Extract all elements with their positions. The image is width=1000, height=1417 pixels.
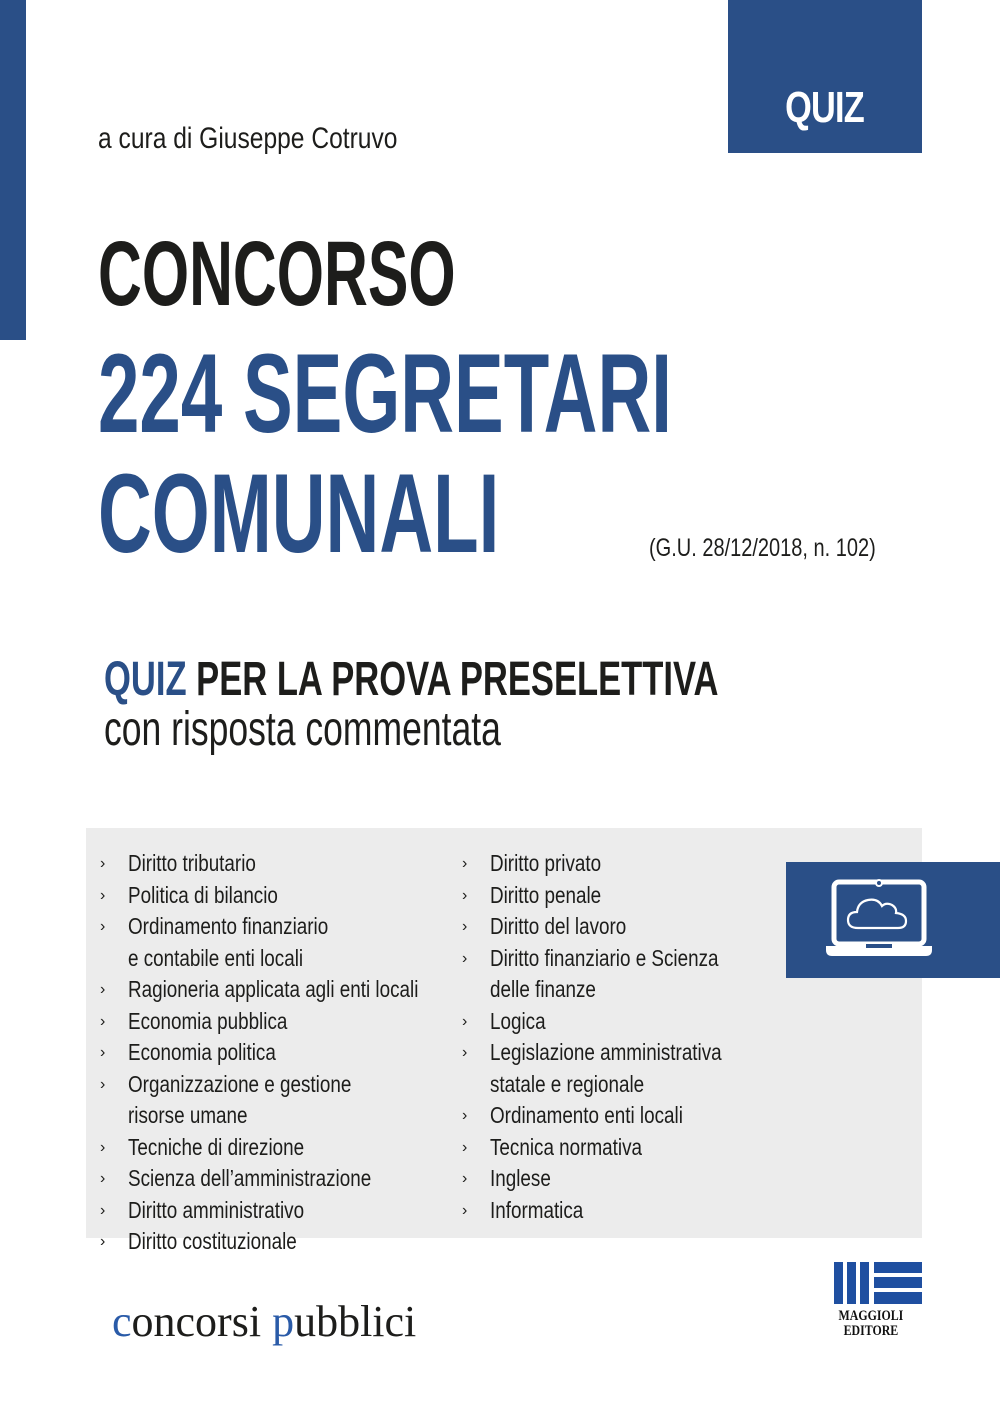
chevron-right-icon: › bbox=[462, 1170, 468, 1187]
topic-label: Tecniche di direzione bbox=[128, 1133, 305, 1160]
topic-list-item bbox=[100, 880, 482, 912]
topic-list-item bbox=[100, 1037, 482, 1069]
topic-list-item bbox=[100, 943, 482, 975]
topic-list-item bbox=[100, 1006, 482, 1038]
quiz-badge-label: QUIZ bbox=[785, 83, 865, 132]
topic-list-item bbox=[100, 848, 482, 880]
topic-list-item bbox=[100, 974, 482, 1006]
topic-list-item bbox=[100, 1100, 482, 1132]
topic-list-item bbox=[462, 1132, 773, 1164]
chevron-right-icon: › bbox=[100, 981, 106, 998]
topic-label: Ordinamento finanziario bbox=[128, 913, 329, 939]
left-accent-bar bbox=[0, 0, 26, 340]
subtitle-highlight: QUIZ bbox=[104, 653, 187, 706]
chevron-right-icon: › bbox=[100, 1044, 106, 1061]
topic-label: delle finanze bbox=[490, 976, 596, 1002]
topic-label: Diritto privato bbox=[490, 850, 602, 876]
series-letter-c: c bbox=[112, 1297, 132, 1346]
subtitle-line-1 bbox=[104, 653, 719, 706]
topic-list-item bbox=[462, 1100, 773, 1132]
topic-list-item bbox=[462, 911, 773, 943]
chevron-right-icon: › bbox=[462, 886, 468, 904]
chevron-right-icon: › bbox=[462, 918, 468, 935]
topic-label: Logica bbox=[490, 1007, 546, 1034]
chevron-right-icon: › bbox=[100, 855, 106, 872]
topic-list-item bbox=[462, 943, 773, 975]
topic-list-item bbox=[462, 974, 773, 1006]
publisher-name-line-2: EDITORE bbox=[843, 1323, 899, 1339]
topic-list-item bbox=[100, 1132, 482, 1164]
topic-label: Economia pubblica bbox=[128, 1007, 288, 1034]
topic-label: Ragioneria applicata agli enti locali bbox=[128, 976, 419, 1002]
topic-list-item bbox=[100, 1226, 482, 1258]
chevron-right-icon: › bbox=[462, 1012, 468, 1030]
publisher-logo bbox=[834, 1262, 924, 1339]
topic-label: e contabile enti locali bbox=[128, 944, 304, 971]
chevron-right-icon: › bbox=[462, 1201, 468, 1219]
online-resources-box bbox=[786, 862, 1000, 978]
topic-label: Legislazione amministrativa bbox=[490, 1039, 722, 1065]
topic-label: Tecnica normativa bbox=[490, 1133, 642, 1160]
topic-label: statale e regionale bbox=[490, 1070, 645, 1097]
chevron-right-icon: › bbox=[100, 1170, 106, 1187]
topic-label: Diritto amministrativo bbox=[128, 1196, 305, 1223]
chevron-right-icon: › bbox=[462, 949, 468, 967]
topic-label: Scienza dell’amministrazione bbox=[128, 1165, 372, 1191]
topic-label: Diritto penale bbox=[490, 881, 602, 908]
chevron-right-icon: › bbox=[100, 886, 106, 904]
chevron-right-icon: › bbox=[462, 855, 468, 872]
topic-list-item bbox=[462, 1037, 773, 1069]
topic-list-item bbox=[100, 1163, 482, 1195]
title-line-2: 224 SEGRETARI bbox=[98, 331, 672, 456]
series-logo bbox=[112, 1296, 416, 1347]
series-letter-p: p bbox=[272, 1297, 295, 1346]
topic-label: Diritto tributario bbox=[128, 850, 256, 876]
topic-list-item bbox=[462, 1195, 773, 1227]
topic-label: Politica di bilancio bbox=[128, 881, 278, 908]
chevron-right-icon: › bbox=[100, 1201, 106, 1219]
topic-list-item bbox=[462, 880, 773, 912]
maggioli-mark-icon bbox=[834, 1262, 922, 1304]
publisher-name-line-1: MAGGIOLI bbox=[838, 1308, 904, 1324]
topic-list-item bbox=[462, 848, 773, 880]
subtitle-rest: PER LA PROVA PRESELETTIVA bbox=[186, 653, 719, 706]
topic-list-item bbox=[462, 1163, 773, 1195]
chevron-right-icon: › bbox=[100, 918, 106, 935]
topic-label: Organizzazione e gestione bbox=[128, 1070, 352, 1097]
chevron-right-icon: › bbox=[462, 1107, 468, 1124]
topic-list-item bbox=[462, 1006, 773, 1038]
chevron-right-icon: › bbox=[100, 1075, 106, 1093]
title-line-3: COMUNALI bbox=[98, 451, 500, 576]
topics-left-column bbox=[100, 848, 482, 1258]
chevron-right-icon: › bbox=[462, 1138, 468, 1156]
topic-label: risorse umane bbox=[128, 1102, 248, 1128]
topic-label: Diritto del lavoro bbox=[490, 913, 627, 939]
topic-list-item bbox=[100, 1069, 482, 1101]
subtitle-line-2: con risposta commentata bbox=[104, 703, 501, 756]
topic-label: Inglese bbox=[490, 1165, 551, 1191]
topic-label: Informatica bbox=[490, 1196, 584, 1223]
topic-label: Ordinamento enti locali bbox=[490, 1102, 683, 1128]
chevron-right-icon: › bbox=[100, 1233, 106, 1250]
chevron-right-icon: › bbox=[100, 1138, 106, 1156]
topic-list-item bbox=[100, 911, 482, 943]
topic-label: Diritto finanziario e Scienza bbox=[490, 944, 719, 971]
series-word-1: oncorsi bbox=[131, 1297, 273, 1346]
chevron-right-icon: › bbox=[462, 1044, 468, 1061]
topic-list-item bbox=[100, 1195, 482, 1227]
laptop-cloud-icon bbox=[824, 878, 934, 962]
quiz-badge bbox=[728, 0, 922, 153]
topic-label: Diritto costituzionale bbox=[128, 1228, 297, 1254]
chevron-right-icon: › bbox=[100, 1012, 106, 1030]
author-line: a cura di Giuseppe Cotruvo bbox=[98, 122, 398, 155]
title-line-1: CONCORSO bbox=[98, 223, 456, 325]
topic-label: Economia politica bbox=[128, 1039, 276, 1065]
series-word-2: ubblici bbox=[294, 1297, 417, 1346]
topic-list-item bbox=[462, 1069, 773, 1101]
topics-right-column bbox=[462, 848, 773, 1226]
gazette-reference: (G.U. 28/12/2018, n. 102) bbox=[649, 534, 876, 562]
